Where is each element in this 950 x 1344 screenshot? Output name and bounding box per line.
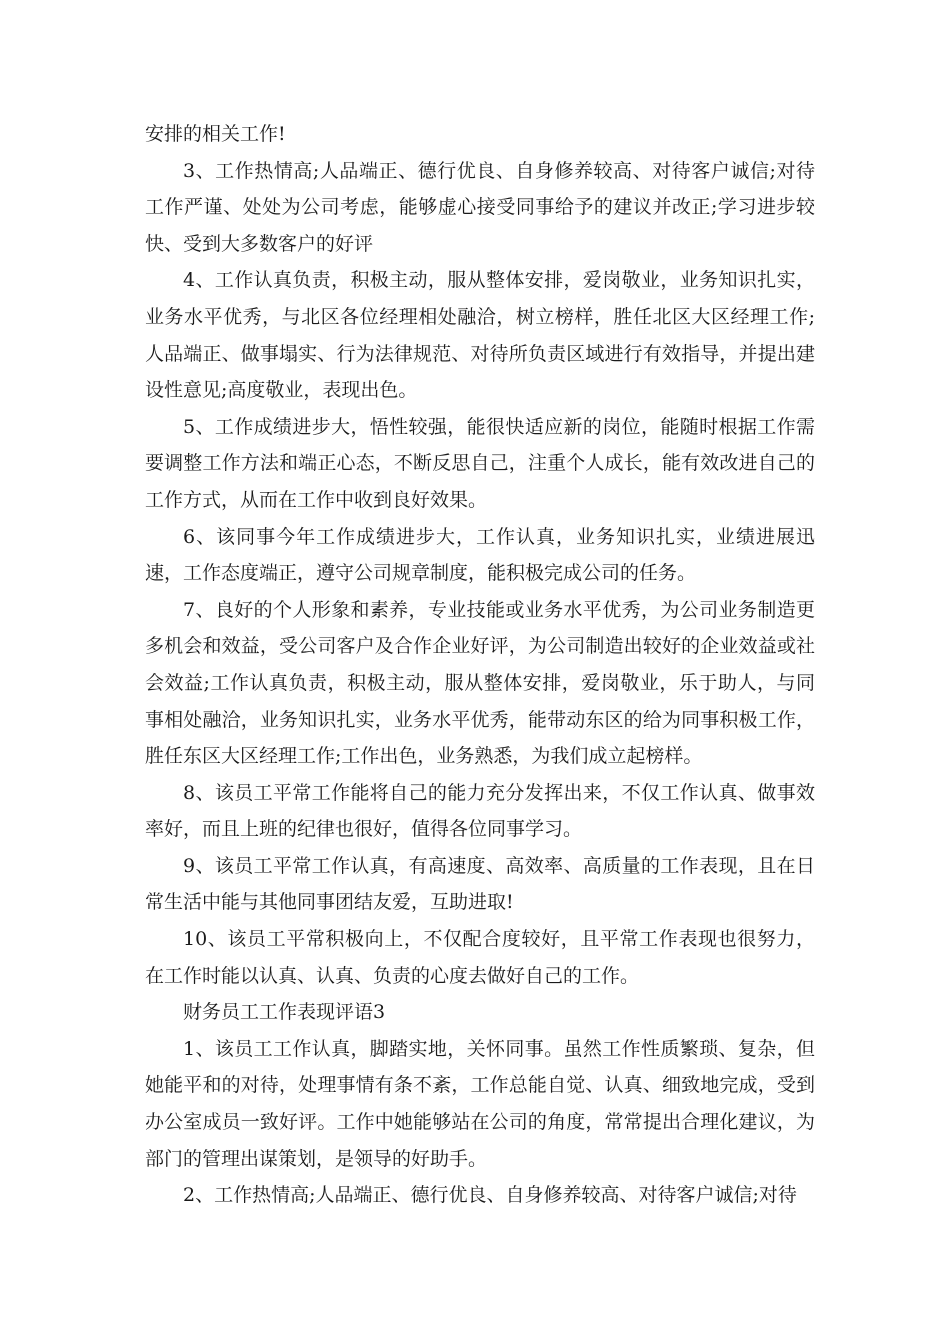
- paragraph-item-6: 6、该同事今年工作成绩进步大，工作认真，业务知识扎实，业绩进展迅速，工作态度端正，遵守公司规章制度，能积极完成公司的任务。: [145, 525, 815, 585]
- document-body: [145, 116, 815, 1214]
- paragraph-item-3: 3、工作热情高;人品端正、德行优良、自身修养较高、对待客户诚信;对待工作严谨、处处为公司考虑，能够虚心接受同事给予的建议并改正;学习进步较快、受到大多数客户的好评: [145, 159, 815, 255]
- paragraph-item-4: 4、工作认真负责，积极主动，服从整体安排，爱岗敬业，业务知识扎实，业务水平优秀，与北区各位经理相处融洽，树立榜样，胜任北区大区经理工作;人品端正、做事塌实、行为法律规范、对待所负责区域进行有效指导，并提出建设性意见;高度敬业，表现出色。: [145, 269, 815, 402]
- paragraph-item-1: 1、该员工工作认真，脚踏实地，关怀同事。虽然工作性质繁琐、复杂，但她能平和的对待，处理事情有条不紊，工作总能自觉、认真、细致地完成，受到办公室成员一致好评。工作中她能够站在公司的角度，常常提出合理化建议，为部门的管理出谋策划，是领导的好助手。: [145, 1037, 815, 1170]
- section-heading: 财务员工工作表现评语3: [183, 1001, 386, 1024]
- paragraph-item-5: 5、工作成绩进步大，悟性较强，能很快适应新的岗位，能随时根据工作需要调整工作方法和端正心态，不断反思自己，注重个人成长，能有效改进自己的工作方式，从而在工作中收到良好效果。: [145, 415, 815, 511]
- paragraph-item-8: 8、该员工平常工作能将自己的能力充分发挥出来，不仅工作认真、做事效率好，而且上班的纪律也很好，值得各位同事学习。: [145, 781, 815, 841]
- paragraph-item-10: 10、该员工平常积极向上，不仅配合度较好，且平常工作表现也很努力，在工作时能以认真、认真、负责的心度去做好自己的工作。: [145, 928, 815, 987]
- paragraph-continuation: 安排的相关工作!: [145, 123, 286, 145]
- paragraph-item-7: 7、良好的个人形象和素养，专业技能或业务水平优秀，为公司业务制造更多机会和效益，受公司客户及合作企业好评，为公司制造出较好的企业效益或社会效益;工作认真负责，积极主动，服从整体安排，爱岗敬业，乐于助人，与同事相处融洽，业务知识扎实，业务水平优秀，能带动东区的给为同事积极工作，胜任东区大区经理工作;工作出色，业务熟悉，为我们成立起榜样。: [145, 598, 815, 768]
- paragraph-item-9: 9、该员工平常工作认真，有高速度、高效率、高质量的工作表现，且在日常生活中能与其他同事团结友爱，互助进取!: [145, 854, 815, 914]
- paragraph-item-2: 2、工作热情高;人品端正、德行优良、自身修养较高、对待客户诚信;对待: [183, 1184, 797, 1207]
